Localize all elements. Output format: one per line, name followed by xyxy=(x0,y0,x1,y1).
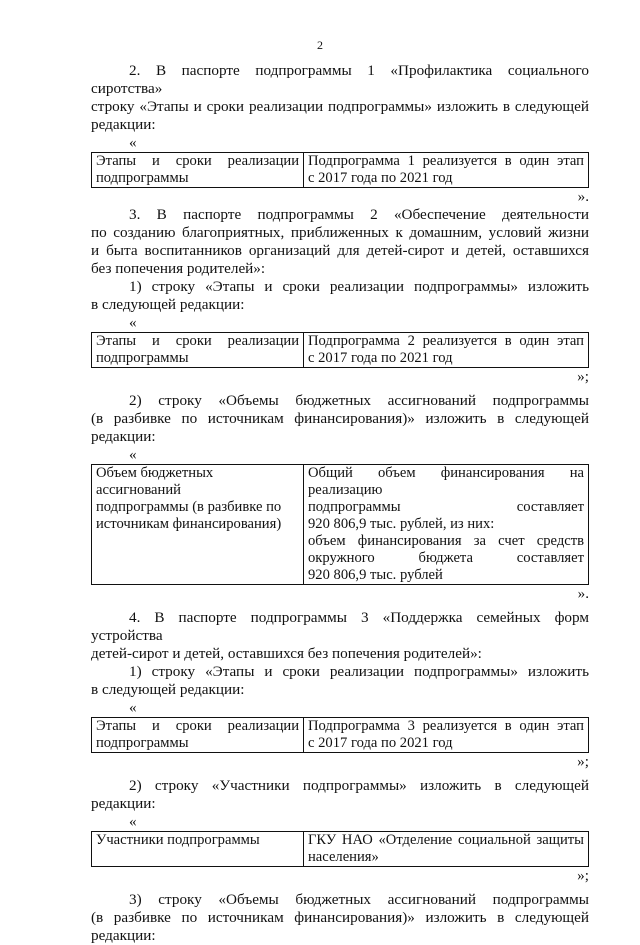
cell-line: ГКУ НАО «Отделение социальной защиты xyxy=(308,832,584,848)
paragraph-line: редакции: xyxy=(91,428,156,445)
item-2-table xyxy=(91,152,589,188)
cell-line: Этапы и сроки реализации xyxy=(96,333,299,349)
cell-line: 920 806,9 тыс. рублей xyxy=(308,567,443,583)
paragraph-line: 1) строку «Этапы и сроки реализации подпрограммы» изложить xyxy=(129,278,589,295)
page-number: 2 xyxy=(317,38,323,52)
cell-line: объем финансирования за счет средств xyxy=(308,533,584,549)
cell-line: Этапы и сроки реализации xyxy=(96,153,299,169)
cell-line: Объем бюджетных ассигнований xyxy=(96,465,214,498)
cell-line: подпрограммы xyxy=(96,735,189,751)
item-3-paragraph xyxy=(91,206,589,278)
paragraph-line: 4. В паспорте подпрограммы 3 «Поддержка семейных форм устройства xyxy=(91,609,589,644)
cell-line: подпрограммы составляет xyxy=(308,499,584,515)
cell-line: с 2017 года по 2021 год xyxy=(308,735,453,751)
table-cell-label xyxy=(92,333,304,368)
paragraph-line: без попечения родителей»: xyxy=(91,260,266,277)
closing-quote: »; xyxy=(577,867,589,884)
paragraph-line: редакции: xyxy=(91,927,156,944)
table-row xyxy=(92,153,589,188)
cell-line: подпрограммы xyxy=(96,170,189,186)
paragraph-line: 2) строку «Участники подпрограммы» изложить в следующей xyxy=(129,777,589,794)
table-cell-value xyxy=(304,832,589,867)
item-4-paragraph xyxy=(91,609,589,663)
cell-line: 920 806,9 тыс. рублей, из них: xyxy=(308,516,495,532)
paragraph-line: редакции: xyxy=(91,116,156,133)
cell-line: подпрограммы (в разбивке по xyxy=(96,499,282,515)
item-3-table-2 xyxy=(91,464,589,585)
paragraph-line: по созданию благоприятных, приближенных к домашним, условий жизни xyxy=(91,224,589,241)
cell-line: Этапы и сроки реализации xyxy=(96,718,299,734)
opening-quote: « xyxy=(129,813,137,830)
table-cell-value xyxy=(304,153,589,188)
cell-line: Подпрограмма 1 реализуется в один этап xyxy=(308,153,584,169)
table-row xyxy=(92,465,589,585)
cell-line: Общий объем финансирования на реализацию xyxy=(308,465,584,498)
paragraph-line: детей-сирот и детей, оставшихся без попечения родителей»: xyxy=(91,645,482,662)
paragraph-line: в следующей редакции: xyxy=(91,681,245,698)
cell-line: подпрограммы xyxy=(96,350,189,366)
opening-quote: « xyxy=(129,314,137,331)
item-3-sub-1 xyxy=(91,278,589,314)
item-3-sub-2 xyxy=(91,392,589,446)
table-cell-label xyxy=(92,718,304,753)
paragraph-line: (в разбивке по источникам финансирования)» изложить в следующей xyxy=(91,909,589,926)
opening-quote: « xyxy=(129,446,137,463)
paragraph-line: в следующей редакции: xyxy=(91,296,245,313)
table-cell-value xyxy=(304,718,589,753)
item-2-paragraph xyxy=(91,62,589,134)
cell-line: населения» xyxy=(308,849,379,865)
cell-line: с 2017 года по 2021 год xyxy=(308,170,453,186)
cell-line: источникам финансирования) xyxy=(96,516,282,532)
document-body xyxy=(91,62,589,945)
cell-line: Участники подпрограммы xyxy=(96,832,260,848)
paragraph-line: 2. В паспорте подпрограммы 1 «Профилактика социального сиротства» xyxy=(91,62,589,97)
table-row xyxy=(92,832,589,867)
paragraph-line: 1) строку «Этапы и сроки реализации подпрограммы» изложить xyxy=(129,663,589,680)
item-3-table-1 xyxy=(91,332,589,368)
item-4-table-1 xyxy=(91,717,589,753)
paragraph-line: (в разбивке по источникам финансирования)» изложить в следующей xyxy=(91,410,589,427)
item-4-table-2 xyxy=(91,831,589,867)
paragraph-line: 2) строку «Объемы бюджетных ассигнований подпрограммы xyxy=(129,392,589,409)
cell-line: с 2017 года по 2021 год xyxy=(308,350,453,366)
closing-quote: »; xyxy=(577,753,589,770)
item-4-sub-1 xyxy=(91,663,589,699)
item-4-sub-2 xyxy=(91,777,589,813)
item-4-sub-3 xyxy=(91,891,589,945)
table-cell-value xyxy=(304,465,589,585)
closing-quote: »; xyxy=(577,368,589,385)
cell-line: Подпрограмма 3 реализуется в один этап xyxy=(308,718,584,734)
table-cell-label xyxy=(92,465,304,585)
table-cell-label xyxy=(92,832,304,867)
cell-line: окружного бюджета составляет xyxy=(308,550,584,566)
table-row xyxy=(92,718,589,753)
table-cell-label xyxy=(92,153,304,188)
closing-quote: ». xyxy=(577,188,589,205)
paragraph-line: редакции: xyxy=(91,795,156,812)
opening-quote: « xyxy=(129,134,137,151)
cell-line: Подпрограмма 2 реализуется в один этап xyxy=(308,333,584,349)
paragraph-line: 3. В паспорте подпрограммы 2 «Обеспечение деятельности xyxy=(129,206,589,223)
opening-quote: « xyxy=(129,699,137,716)
closing-quote: ». xyxy=(577,585,589,602)
table-row xyxy=(92,333,589,368)
paragraph-line: и быта воспитанников организаций для детей-сирот и детей, оставшихся xyxy=(91,242,589,259)
paragraph-line: 3) строку «Объемы бюджетных ассигнований подпрограммы xyxy=(129,891,589,908)
paragraph-line: строку «Этапы и сроки реализации подпрограммы» изложить в следующей xyxy=(91,98,589,115)
table-cell-value xyxy=(304,333,589,368)
